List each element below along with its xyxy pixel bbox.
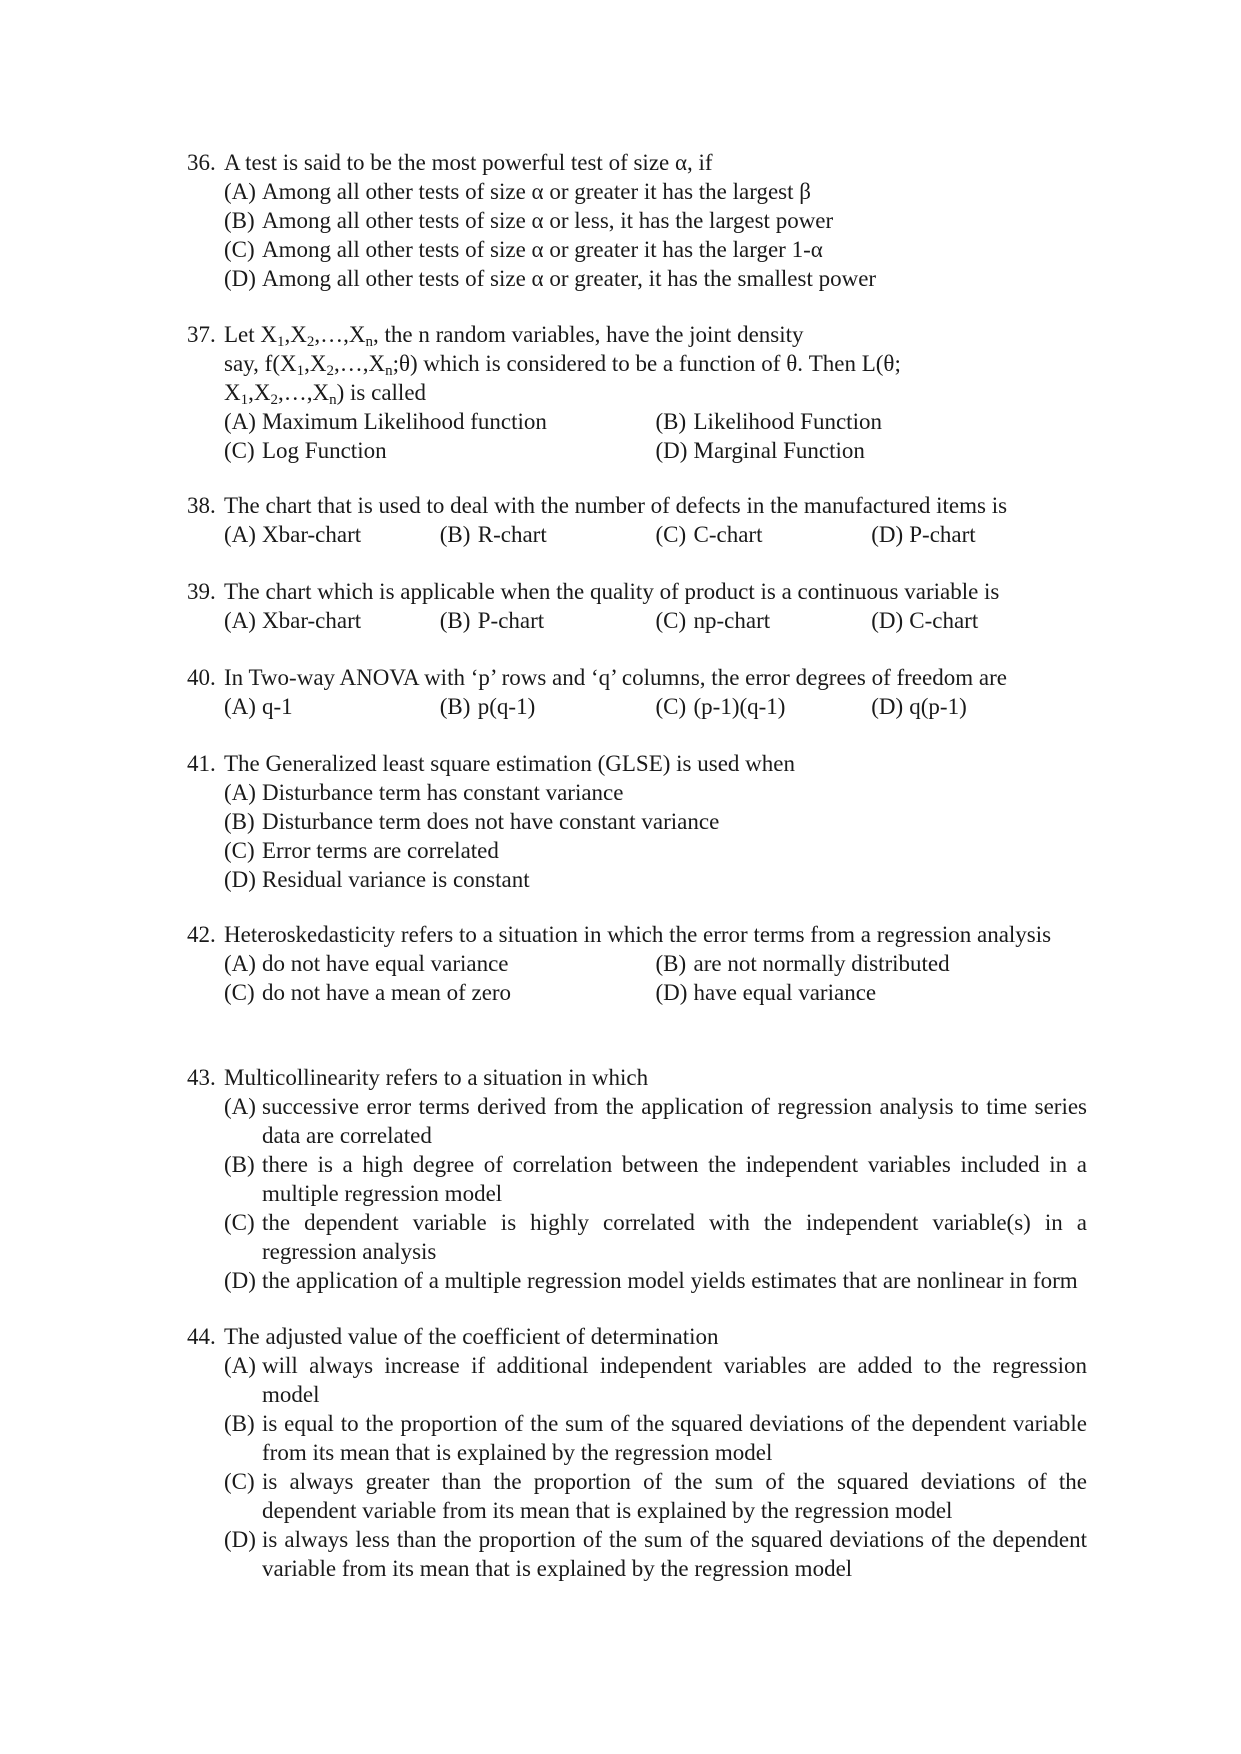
option-text: q(p-1) [909,694,967,719]
option-text: Disturbance term has constant variance [262,780,624,805]
options-row [224,978,1087,1007]
question-number: 37. [187,322,216,347]
option-d [656,978,1088,1007]
option-d [224,1525,1087,1583]
option-text: do not have equal variance [262,951,509,976]
option-text: are not normally distributed [693,951,950,976]
option-label: (C) [655,608,687,633]
option-text: is always less than the proportion of the sum of the squared deviations of the dependent variable from its mean that is explained by the regression model [262,1527,1087,1581]
option-b [224,206,1087,235]
option-text: C-chart [693,522,763,547]
option-b [440,692,656,721]
option-label: (D) [224,1527,256,1552]
question-stem [187,148,1087,177]
option-label: (B) [655,409,687,434]
option-label: (B) [439,608,471,633]
option-b [440,606,656,635]
option-text: Residual variance is constant [262,867,530,892]
option-a [224,692,440,721]
option-b [224,1150,1087,1208]
question-40 [187,663,1087,721]
option-b [656,407,1088,436]
option-label: (D) [224,867,256,892]
option-text: Among all other tests of size α or less, it has the largest power [262,208,834,233]
option-b [656,949,1088,978]
option-c [224,436,656,465]
option-text: C-chart [909,608,979,633]
option-text: Maximum Likelihood function [262,409,547,434]
options-row [224,436,1087,465]
option-a [224,949,656,978]
option-label: (D) [871,694,904,719]
option-a [224,1351,1087,1409]
option-text: Log Function [262,438,387,463]
option-d [656,436,1088,465]
option-label: (C) [224,838,255,863]
question-text: The Generalized least square estimation (GLSE) is used when [224,751,795,776]
option-text: P-chart [909,522,976,547]
option-text: Xbar-chart [262,608,362,633]
option-text: np-chart [693,608,771,633]
question-38 [187,491,1087,549]
option-b [224,807,1087,836]
question-number: 41. [187,751,216,776]
option-text: Marginal Function [693,438,865,463]
option-label: (B) [439,694,471,719]
question-number: 42. [187,922,216,947]
option-label: (A) [224,780,256,805]
question-stem [187,1322,1087,1351]
option-c [224,836,1087,865]
question-stem [187,749,1087,778]
option-label: (B) [224,208,255,233]
option-label: (D) [224,266,256,291]
options-row [224,520,1087,549]
question-text: The chart which is applicable when the quality of product is a continuous variable is [224,579,1000,604]
option-a [224,778,1087,807]
option-text: do not have a mean of zero [262,980,512,1005]
option-c [224,1208,1087,1266]
option-label: (D) [871,522,904,547]
option-label: (A) [224,522,256,547]
question-number: 36. [187,150,216,175]
option-a [224,177,1087,206]
option-text: q-1 [262,694,293,719]
options-row [224,692,1087,721]
option-label: (A) [224,694,256,719]
option-text: Xbar-chart [262,522,362,547]
question-stem [187,320,1087,407]
option-text: Disturbance term does not have constant variance [262,809,720,834]
option-text: Among all other tests of size α or greater, it has the smallest power [262,266,877,291]
option-label: (B) [224,1152,255,1177]
options-row [224,407,1087,436]
option-label: (C) [224,1210,255,1235]
option-d [224,1266,1087,1295]
option-a [224,407,656,436]
question-number: 44. [187,1324,216,1349]
option-label: (B) [224,1411,255,1436]
option-d [224,865,1087,894]
option-label: (C) [224,438,255,463]
option-label: (A) [224,1094,256,1119]
option-label: (D) [871,608,904,633]
option-d [224,264,1087,293]
option-label: (A) [224,179,256,204]
option-c [224,235,1087,264]
question-text: The chart that is used to deal with the number of defects in the manufactured items is [224,493,1008,518]
question-text: Multicollinearity refers to a situation in which [224,1065,649,1090]
option-text: the dependent variable is highly correlated with the independent variable(s) in a regression analysis [262,1210,1087,1264]
question-37 [187,320,1087,465]
option-text: Error terms are correlated [262,838,499,863]
option-text: Likelihood Function [693,409,882,434]
option-label: (D) [655,980,688,1005]
option-text: is equal to the proportion of the sum of the squared deviations of the dependent variable from its mean that is explained by the regression model [262,1411,1087,1465]
question-stem [187,920,1087,949]
option-c [224,978,656,1007]
question-number: 40. [187,665,216,690]
option-label: (A) [224,951,256,976]
options-row [224,949,1087,978]
question-text: Let $X_1,X_2,\dots,X_n$, the n random variables, have the joint density say, $f(X_1,X_2,\dots,X_n;\theta)$ which is considered to be a function of θ. Then L(θ; $X_1,X_2,\dots,X_n$) is called [224,322,901,408]
question-text: A test is said to be the most powerful test of size α, if [224,150,713,175]
option-text: successive error terms derived from the application of regression analysis to time series data are correlated [262,1094,1087,1148]
option-c [656,692,872,721]
question-stem [187,491,1087,520]
option-label: (B) [224,809,255,834]
question-stem [187,577,1087,606]
question-44 [187,1322,1087,1583]
option-text: p(q-1) [477,694,536,719]
option-b [224,1409,1087,1467]
option-label: (D) [655,438,688,463]
option-label: (A) [224,608,256,633]
option-label: (C) [655,522,687,547]
question-number: 43. [187,1065,216,1090]
option-c [224,1467,1087,1525]
question-stem [187,663,1087,692]
option-text: P-chart [477,608,545,633]
question-number: 38. [187,493,216,518]
option-label: (C) [224,237,255,262]
question-43 [187,1063,1087,1295]
question-36 [187,148,1087,293]
option-label: (C) [224,1469,255,1494]
options-row [224,606,1087,635]
option-label: (A) [224,1353,256,1378]
question-text: The adjusted value of the coefficient of determination [224,1324,719,1349]
option-d [871,606,1087,635]
option-label: (B) [439,522,471,547]
question-number: 39. [187,579,216,604]
option-a [224,520,440,549]
option-d [871,692,1087,721]
option-text: is always greater than the proportion of the sum of the squared deviations of the dependent variable from its mean that is explained by the regression model [262,1469,1087,1523]
option-text: the application of a multiple regression model yields estimates that are nonlinear in form [262,1268,1078,1293]
option-c [656,520,872,549]
option-a [224,1092,1087,1150]
option-label: (C) [655,694,687,719]
question-39 [187,577,1087,635]
option-c [656,606,872,635]
option-text: (p-1)(q-1) [693,694,786,719]
option-a [224,606,440,635]
option-text: Among all other tests of size α or greater it has the largest β [262,179,811,204]
option-text: have equal variance [693,980,877,1005]
option-b [440,520,656,549]
option-text: will always increase if additional independent variables are added to the regression model [262,1353,1087,1407]
option-text: R-chart [477,522,547,547]
question-text: In Two-way ANOVA with ‘p’ rows and ‘q’ columns, the error degrees of freedom are [224,665,1007,690]
option-label: (A) [224,409,256,434]
option-label: (C) [224,980,255,1005]
option-label: (D) [224,1268,256,1293]
option-d [871,520,1087,549]
question-stem [187,1063,1087,1092]
question-42 [187,920,1087,1007]
option-label: (B) [655,951,687,976]
option-text: there is a high degree of correlation between the independent variables included in a multiple regression model [262,1152,1087,1206]
question-41 [187,749,1087,894]
question-text: Heteroskedasticity refers to a situation in which the error terms from a regression analysis [224,922,1052,947]
option-text: Among all other tests of size α or greater it has the larger 1-α [262,237,823,262]
